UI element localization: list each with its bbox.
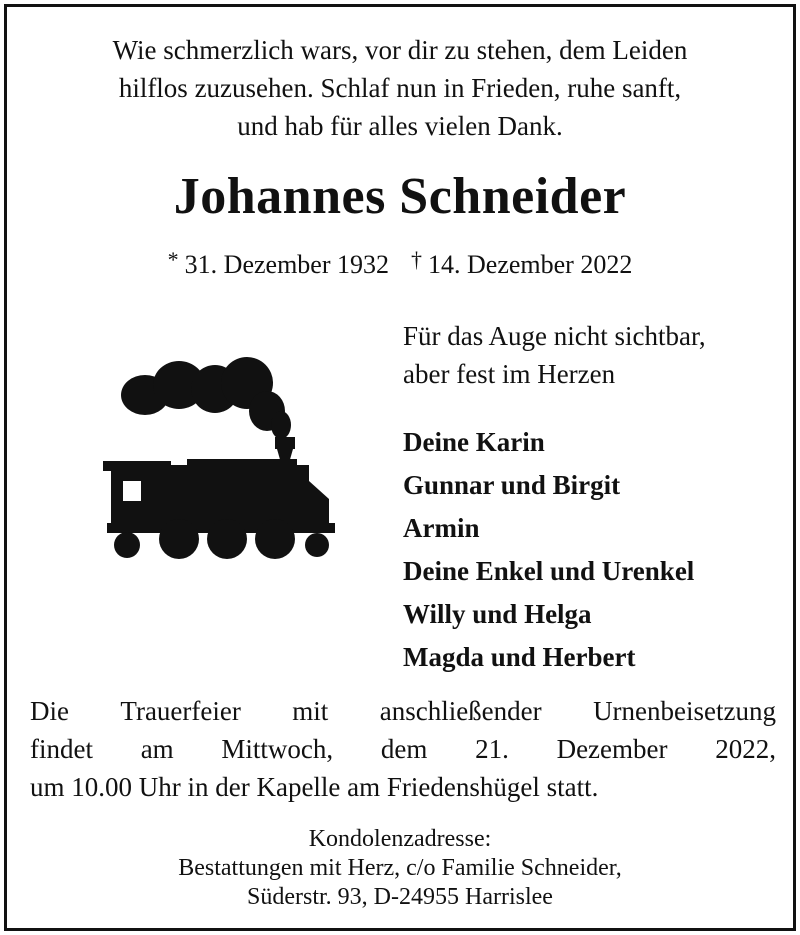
service-word: mit <box>292 696 329 726</box>
service-word: Urnenbeisetzung <box>593 696 776 726</box>
service-word: 21. <box>475 734 509 764</box>
condolence-address <box>7 825 793 912</box>
mourner: Gunnar und Birgit <box>403 470 621 500</box>
quote-line: Für das Auge nicht sichtbar, <box>403 321 706 351</box>
service-word: findet <box>30 734 93 764</box>
mourner: Willy und Helga <box>403 599 592 629</box>
service-word: Dezember <box>556 734 668 764</box>
poem <box>7 31 793 145</box>
poem-line: hilflos zuzusehen. Schlaf nun in Frieden, ruhe sanft, <box>118 73 682 103</box>
service-word: Die <box>30 696 69 726</box>
steam-locomotive-icon <box>97 353 337 563</box>
poem-line: und hab für alles vielen Dank. <box>237 111 563 141</box>
service-line-1 <box>30 692 776 730</box>
quote-line: aber fest im Herzen <box>403 359 616 389</box>
service-word: Trauerfeier <box>120 696 241 726</box>
service-line-3: um 10.00 Uhr in der Kapelle am Friedenshügel statt. <box>30 772 599 802</box>
mourner: Armin <box>403 513 480 543</box>
address-label: Kondolenzadresse: <box>308 826 492 852</box>
service-word: dem <box>380 734 428 764</box>
obituary-frame <box>4 4 796 931</box>
life-dates <box>7 247 793 280</box>
birth-symbol: * <box>167 247 179 272</box>
service-word: am <box>140 734 174 764</box>
death-symbol: † <box>411 247 422 272</box>
quote <box>403 317 706 393</box>
service-line-2 <box>30 730 776 768</box>
death-date: 14. Dezember 2022 <box>428 250 633 279</box>
mourners-list <box>403 421 694 679</box>
deceased-name: Johannes Schneider <box>173 168 627 225</box>
mourner: Magda und Herbert <box>403 642 636 672</box>
address-line: Süderstr. 93, D-24955 Harrislee <box>247 884 553 910</box>
address-line: Bestattungen mit Herz, c/o Familie Schneider, <box>178 855 622 881</box>
service-word: Mittwoch, <box>221 734 334 764</box>
mourner: Deine Karin <box>403 427 545 457</box>
birth-date: 31. Dezember 1932 <box>184 250 389 279</box>
mourner: Deine Enkel und Urenkel <box>403 556 695 586</box>
funeral-service-notice <box>30 692 776 806</box>
service-word: 2022, <box>715 734 776 764</box>
service-word: anschließender <box>379 696 542 726</box>
poem-line: Wie schmerzlich wars, vor dir zu stehen, dem Leiden <box>112 35 688 65</box>
